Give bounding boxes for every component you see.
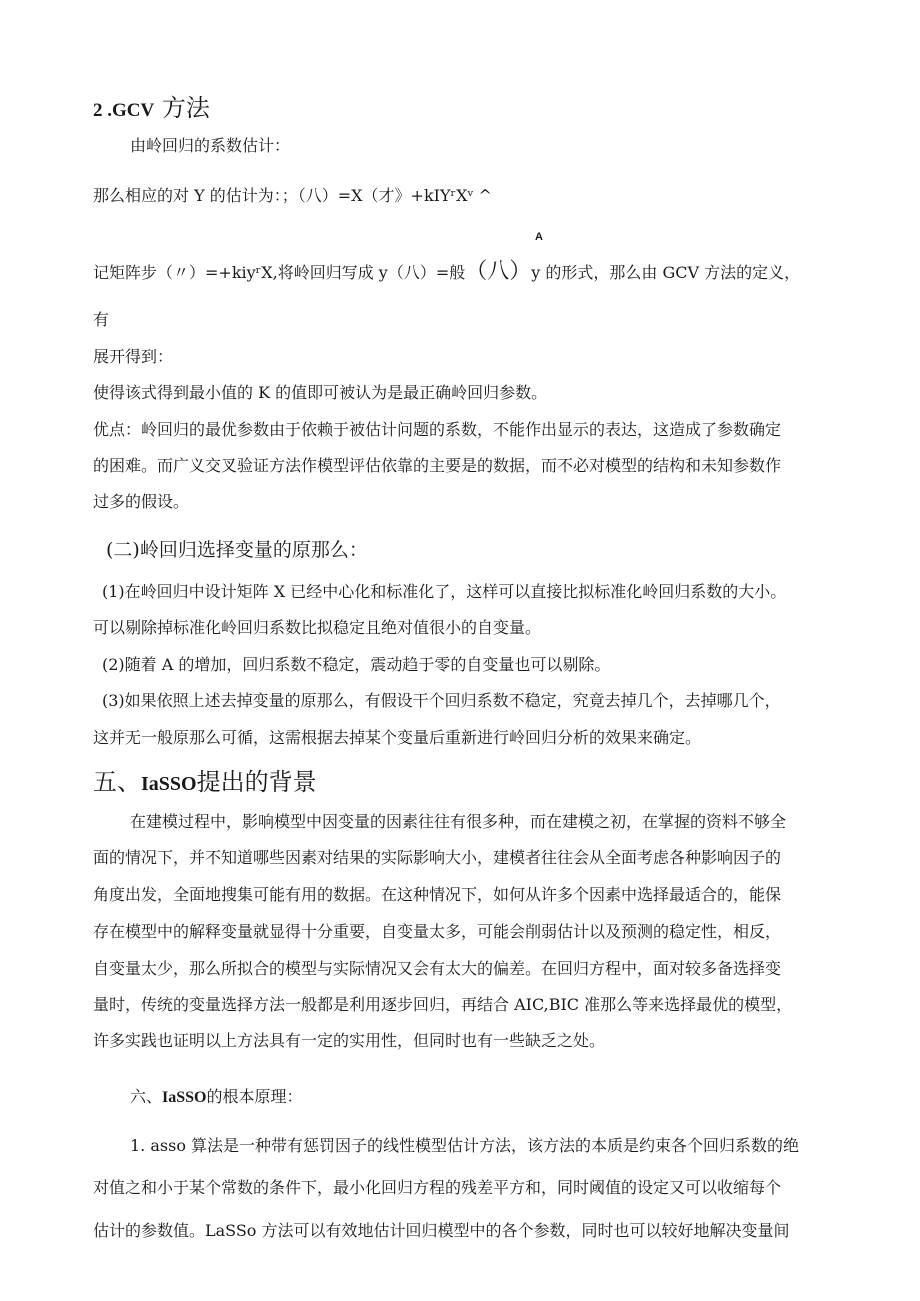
five-line-6: 量时，传统的变量选择方法一般都是利用逐步回归，再结合 AIC,BIC 准那么等来选择最优的模型，	[93, 995, 793, 1014]
five-heading-latin: IaSSO	[141, 773, 197, 795]
gcv-merit-line-1: 优点：岭回归的最优参数由于依赖于被估计问题的系数，不能作出显示的表达，这造成了参数确定	[93, 420, 782, 439]
select-p3-line-2: 这并无一般原那么可循，这需根据去掉某个变量后重新进行岭回归分析的效果来确定。	[93, 728, 702, 747]
five-heading-suffix: 提出的背景	[196, 768, 317, 796]
gcv-define-line	[93, 258, 800, 287]
gcv-heading	[93, 93, 210, 126]
gcv-expand: 展开得到：	[93, 347, 174, 366]
gcv-define-part-a: 记矩阵步（〃）=+kiyʳX,将岭回归写成 y（八）=般	[93, 263, 466, 282]
gcv-merit-line-2: 的困难。而广义交叉验证方法作模型评估依靠的主要是的数据，而不必对模型的结构和未知参数作	[93, 456, 782, 475]
five-line-2: 面的情况下，并不知道哪些因素对结果的实际影响大小，建模者往往会从全面考虑各种影响因子的	[93, 848, 782, 867]
gcv-min-k: 使得该式得到最小值的 K 的值即可被认为是最正确岭回归参数。	[93, 383, 548, 402]
six-heading-suffix: 的根本原理：	[206, 1087, 303, 1106]
six-line-2: 对值之和小于某个常数的条件下，最小化回归方程的残差平方和，同时阈值的设定又可以收缩每个	[93, 1178, 782, 1197]
six-heading	[130, 1086, 303, 1109]
select-p3-line-1: (3)如果依照上述去掉变量的原那么，有假设干个回归系数不稳定，究竟去掉几个，去掉哪几个，	[102, 691, 781, 710]
six-heading-prefix: 六、	[130, 1087, 163, 1106]
five-heading-prefix: 五、	[93, 768, 141, 796]
five-line-5: 自变量太少，那么所拟合的模型与实际情况又会有太大的偏差。在回归方程中，面对较多备选择变	[93, 959, 782, 978]
gcv-estimate-line: 那么相应的对 Y 的估计为：；（八）=X（才》+kIYʳXᵛ ^	[93, 186, 492, 205]
five-line-4: 存在模型中的解释变量就显得十分重要，自变量太多，可能会削弱估计以及预测的稳定性，相反，	[93, 922, 782, 941]
six-line-1: 1. asso 算法是一种带有惩罚因子的线性模型估计方法，该方法的本质是约束各个回归系数的绝	[130, 1136, 800, 1155]
gcv-intro: 由岭回归的系数估计：	[130, 136, 291, 155]
gcv-heading-number: 2 .GCV	[93, 100, 155, 121]
select-heading: (二)岭回归选择变量的原那么：	[106, 539, 368, 561]
gcv-define-continuation: 有	[93, 310, 110, 329]
gcv-heading-text: 方法	[161, 94, 210, 122]
select-p1-line-1: (1)在岭回归中设计矩阵 X 已经中心化和标准化了，这样可以直接比拟标准化岭回归系数的大小。	[102, 582, 787, 601]
five-line-1: 在建模过程中，影响模型中因变量的因素往往有很多种，而在建模之初，在掌握的资料不够全	[130, 812, 787, 831]
hat-mark: A	[535, 231, 543, 243]
select-p2: (2)随着 A 的增加，回归系数不稳定，震动趋于零的自变量也可以剔除。	[102, 655, 611, 674]
gcv-define-part-b: y 的形式，那么由 GCV 方法的定义，	[531, 263, 801, 282]
gcv-merit-line-3: 过多的假设。	[93, 492, 190, 511]
five-heading	[93, 766, 317, 800]
gcv-define-big-paren: （八）	[465, 259, 532, 284]
six-heading-latin: IaSSO	[162, 1089, 207, 1106]
select-p1-line-2: 可以剔除掉标准化岭回归系数比拟稳定且绝对值很小的自变量。	[93, 618, 542, 637]
five-line-7: 许多实践也证明以上方法具有一定的实用性，但同时也有一些缺乏之处。	[93, 1031, 606, 1050]
six-line-3: 估计的参数值。LaSSo 方法可以有效地估计回归模型中的各个参数，同时也可以较好地解决变量间	[93, 1221, 790, 1240]
five-line-3: 角度出发，全面地搜集可能有用的数据。在这种情况下，如何从许多个因素中选择最适合的，能保	[93, 885, 782, 904]
